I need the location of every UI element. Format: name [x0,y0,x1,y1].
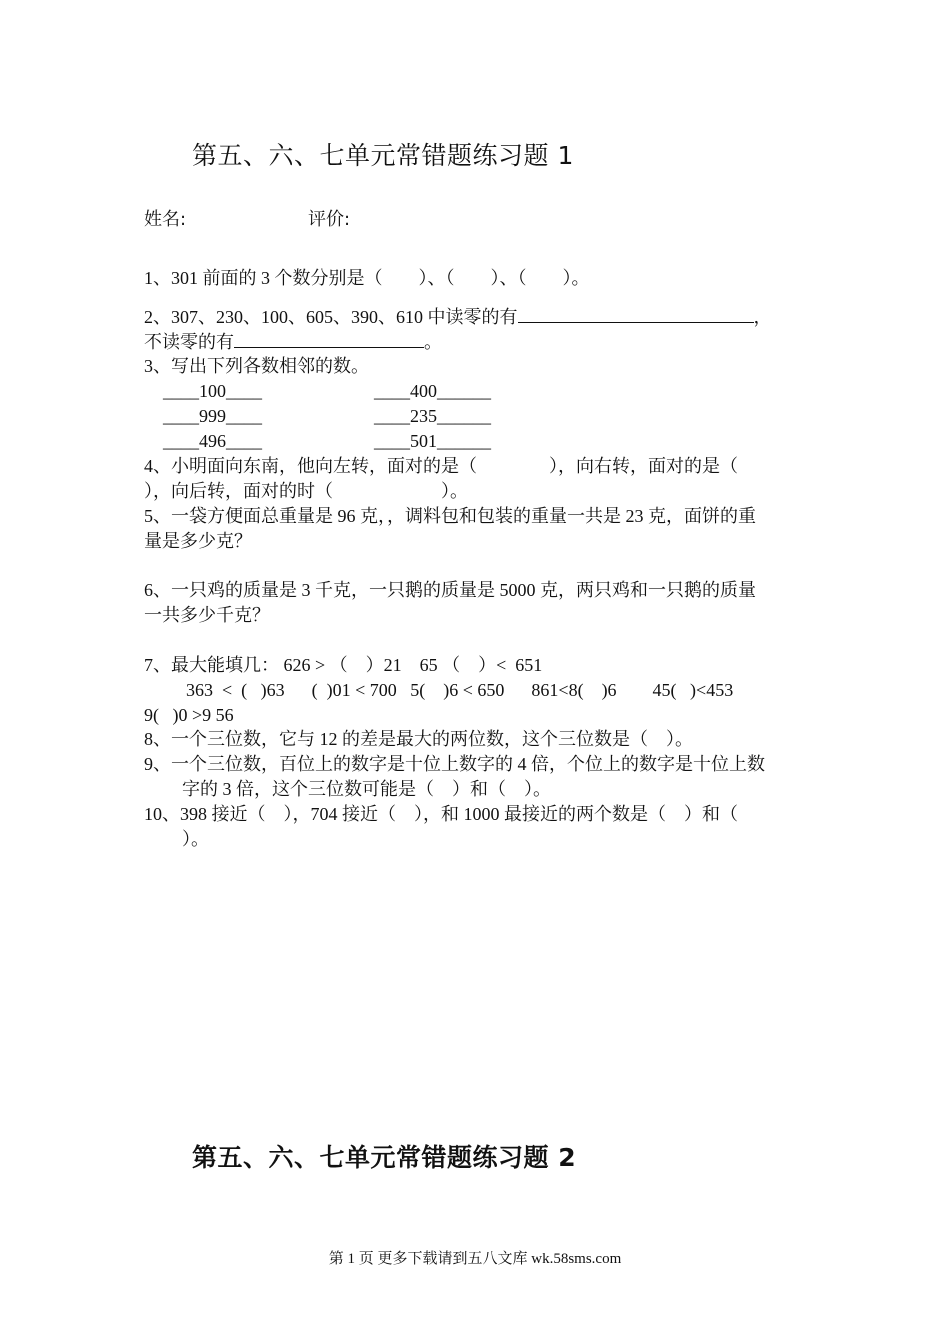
neighbor-right-2: ____235______ [374,406,491,426]
question-10-line-1: 10、398 接近（ ），704 接近（ ），和 1000 最接近的两个数是（ ）和（ [144,804,738,824]
question-7-line-3: 9( )0 >9 56 [144,705,234,725]
question-2-comma: ， [753,307,772,327]
answer-blank-line [234,329,424,348]
question-3: 3、写出下列各数相邻的数。 [144,356,369,376]
worksheet-title-2: 第五、六、七单元常错题练习题 2 [192,1143,577,1172]
grade-label: 评价: [308,209,351,230]
question-2-text: 2、307、230、100、605、390、610 中读零的有 [144,307,518,327]
worksheet-title-1: 第五、六、七单元常错题练习题 1 [192,141,574,170]
neighbor-left-2: ____999____ [163,406,262,426]
question-4-line-1: 4、小明面向东南，他向左转，面对的是（ ），向右转，面对的是（ [144,456,738,476]
answer-blank-line [518,304,754,323]
question-6-line-2: 一共多少千克？ [144,605,270,625]
question-6-line-1: 6、一只鸡的质量是 3 千克，一只鹅的质量是 5000 克，两只鸡和一只鹅的质量 [144,580,756,600]
question-7-line-1: 7、最大能填几： 626 > （ ）21 65 （ ）< 651 [144,655,543,675]
question-1: 1、301 前面的 3 个数分别是（ ）、（ ）、（ ）。 [144,268,590,288]
question-2-line-2 [144,329,442,354]
question-5-line-2: 量是多少克？ [144,531,252,551]
neighbor-left-1: ____100____ [163,381,262,401]
question-2-text-2: 不读零的有 [144,332,234,352]
name-label: 姓名: [144,209,187,230]
question-10-line-2: ）。 [182,829,209,849]
question-2-period: 。 [424,332,442,352]
question-9-line-1: 9、一个三位数，百位上的数字是十位上数字的 4 倍，个位上的数字是十位上数 [144,754,765,774]
question-7-line-2: 363 < ( )63 ( )01 < 700 5( )6 < 650 861<8( )6 45( )<453 [186,680,734,700]
neighbor-left-3: ____496____ [163,431,262,451]
question-5-line-1: 5、一袋方便面总重量是 96 克，，调料包和包装的重量一共是 23 克，面饼的重 [144,506,756,526]
question-9-line-2: 字的 3 倍，这个三位数可能是（ ）和（ ）。 [182,779,551,799]
neighbor-right-3: ____501______ [374,431,491,451]
page-footer: 第 1 页 更多下载请到五八文库 wk.58sms.com [328,1251,622,1267]
neighbor-right-1: ____400______ [374,381,491,401]
question-4-line-2: ），向后转，面对的时（ ）。 [144,481,468,501]
question-2-line-1 [144,304,772,329]
question-8: 8、一个三位数，它与 12 的差是最大的两位数，这个三位数是（ ）。 [144,729,693,749]
